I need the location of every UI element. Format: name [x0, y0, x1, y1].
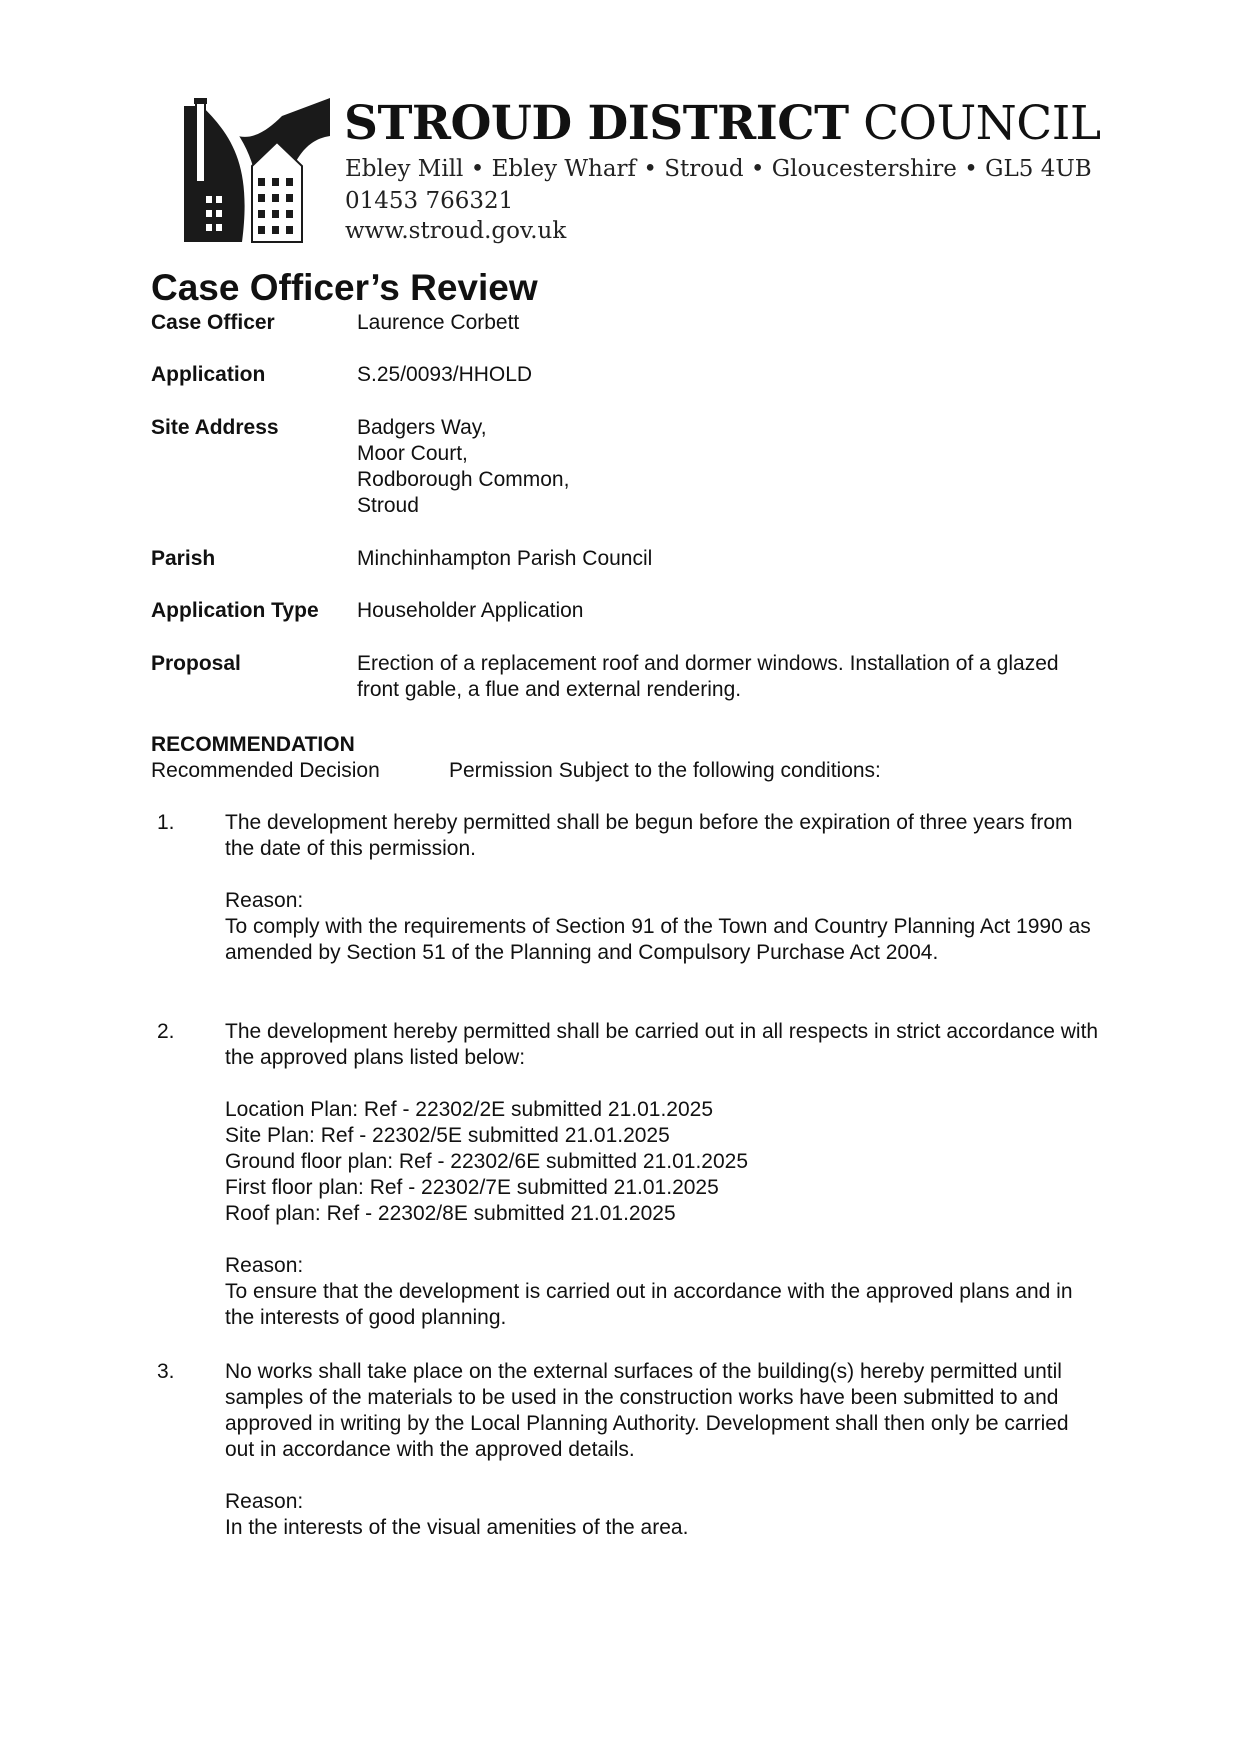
condition-body	[225, 1019, 1101, 1331]
address-line: Rodborough Common,	[357, 468, 570, 491]
decision-label: Recommended Decision	[151, 759, 380, 782]
council-name-light: COUNCIL	[863, 96, 1101, 151]
approved-plans-list	[225, 1097, 1101, 1227]
field-value: S.25/0093/HHOLD	[357, 363, 533, 386]
plan-item: Location Plan: Ref - 22302/2E submitted 21.01.2025	[225, 1098, 714, 1121]
address-line: Badgers Way,	[357, 416, 487, 439]
reason-text: In the interests of the visual amenities of the area.	[225, 1516, 689, 1539]
decision-value: Permission Subject to the following conditions:	[449, 759, 881, 782]
plan-item: Ground floor plan: Ref - 22302/6E submitted 21.01.2025	[225, 1150, 749, 1173]
council-logo-icon	[182, 96, 330, 244]
condition-number: 2.	[157, 1020, 175, 1043]
recommendation-heading: RECOMMENDATION	[151, 733, 355, 756]
council-website: www.stroud.gov.uk	[345, 218, 567, 244]
field-label: Site Address	[151, 416, 279, 439]
field-label: Parish	[151, 547, 216, 570]
recommended-decision	[151, 758, 881, 784]
plan-item: Roof plan: Ref - 22302/8E submitted 21.01.2025	[225, 1202, 676, 1225]
reason-label: Reason:	[225, 1490, 304, 1513]
condition-text: The development hereby permitted shall be begun before the expiration of three years from the date of this permission.	[225, 811, 1073, 860]
reason-text: To ensure that the development is carried out in accordance with the approved plans and in the interests of good planning.	[225, 1280, 1073, 1329]
address-line: Moor Court,	[357, 442, 468, 465]
field-value	[357, 415, 1077, 519]
reason-text: To comply with the requirements of Section 91 of the Town and Country Planning Act 1990 as amended by Section 51 of the Planning and Compulsory Purchase Act 2004.	[225, 915, 1091, 964]
condition-text: No works shall take place on the external surfaces of the building(s) hereby permitted until samples of the materials to be used in the construction works have been submitted to and approved in writing by the Local Planning Authority. Development shall then only be carried out in accordance with the approved details.	[225, 1360, 1069, 1461]
field-label: Application	[151, 363, 266, 386]
field-value: Erection of a replacement roof and dormer windows. Installation of a glazed front gable, a flue and external rendering.	[357, 652, 1059, 701]
letterhead	[182, 96, 1101, 256]
field-value: Minchinhampton Parish Council	[357, 547, 653, 570]
field-value: Laurence Corbett	[357, 311, 520, 334]
reason-label: Reason:	[225, 889, 304, 912]
field-label: Proposal	[151, 652, 241, 675]
council-name-bold: STROUD DISTRICT	[344, 96, 849, 151]
field-value: Householder Application	[357, 599, 584, 622]
condition-number: 3.	[157, 1360, 175, 1383]
condition-number: 1.	[157, 811, 175, 834]
field-label: Application Type	[151, 599, 319, 622]
condition-text: The development hereby permitted shall be carried out in all respects in strict accordance with the approved plans listed below:	[225, 1020, 1099, 1069]
council-phone: 01453 766321	[345, 188, 514, 214]
field-label: Case Officer	[151, 311, 275, 334]
plan-item: First floor plan: Ref - 22302/7E submitted 21.01.2025	[225, 1176, 719, 1199]
condition-body	[225, 1359, 1101, 1541]
plan-item: Site Plan: Ref - 22302/5E submitted 21.01.2025	[225, 1124, 670, 1147]
page-title: Case Officer’s Review	[151, 267, 538, 308]
council-address: Ebley Mill • Ebley Wharf • Stroud • Gloucestershire • GL5 4UB	[345, 156, 1092, 182]
reason-label: Reason:	[225, 1254, 304, 1277]
condition-body	[225, 810, 1101, 966]
council-name	[344, 96, 1101, 152]
address-line: Stroud	[357, 494, 419, 517]
